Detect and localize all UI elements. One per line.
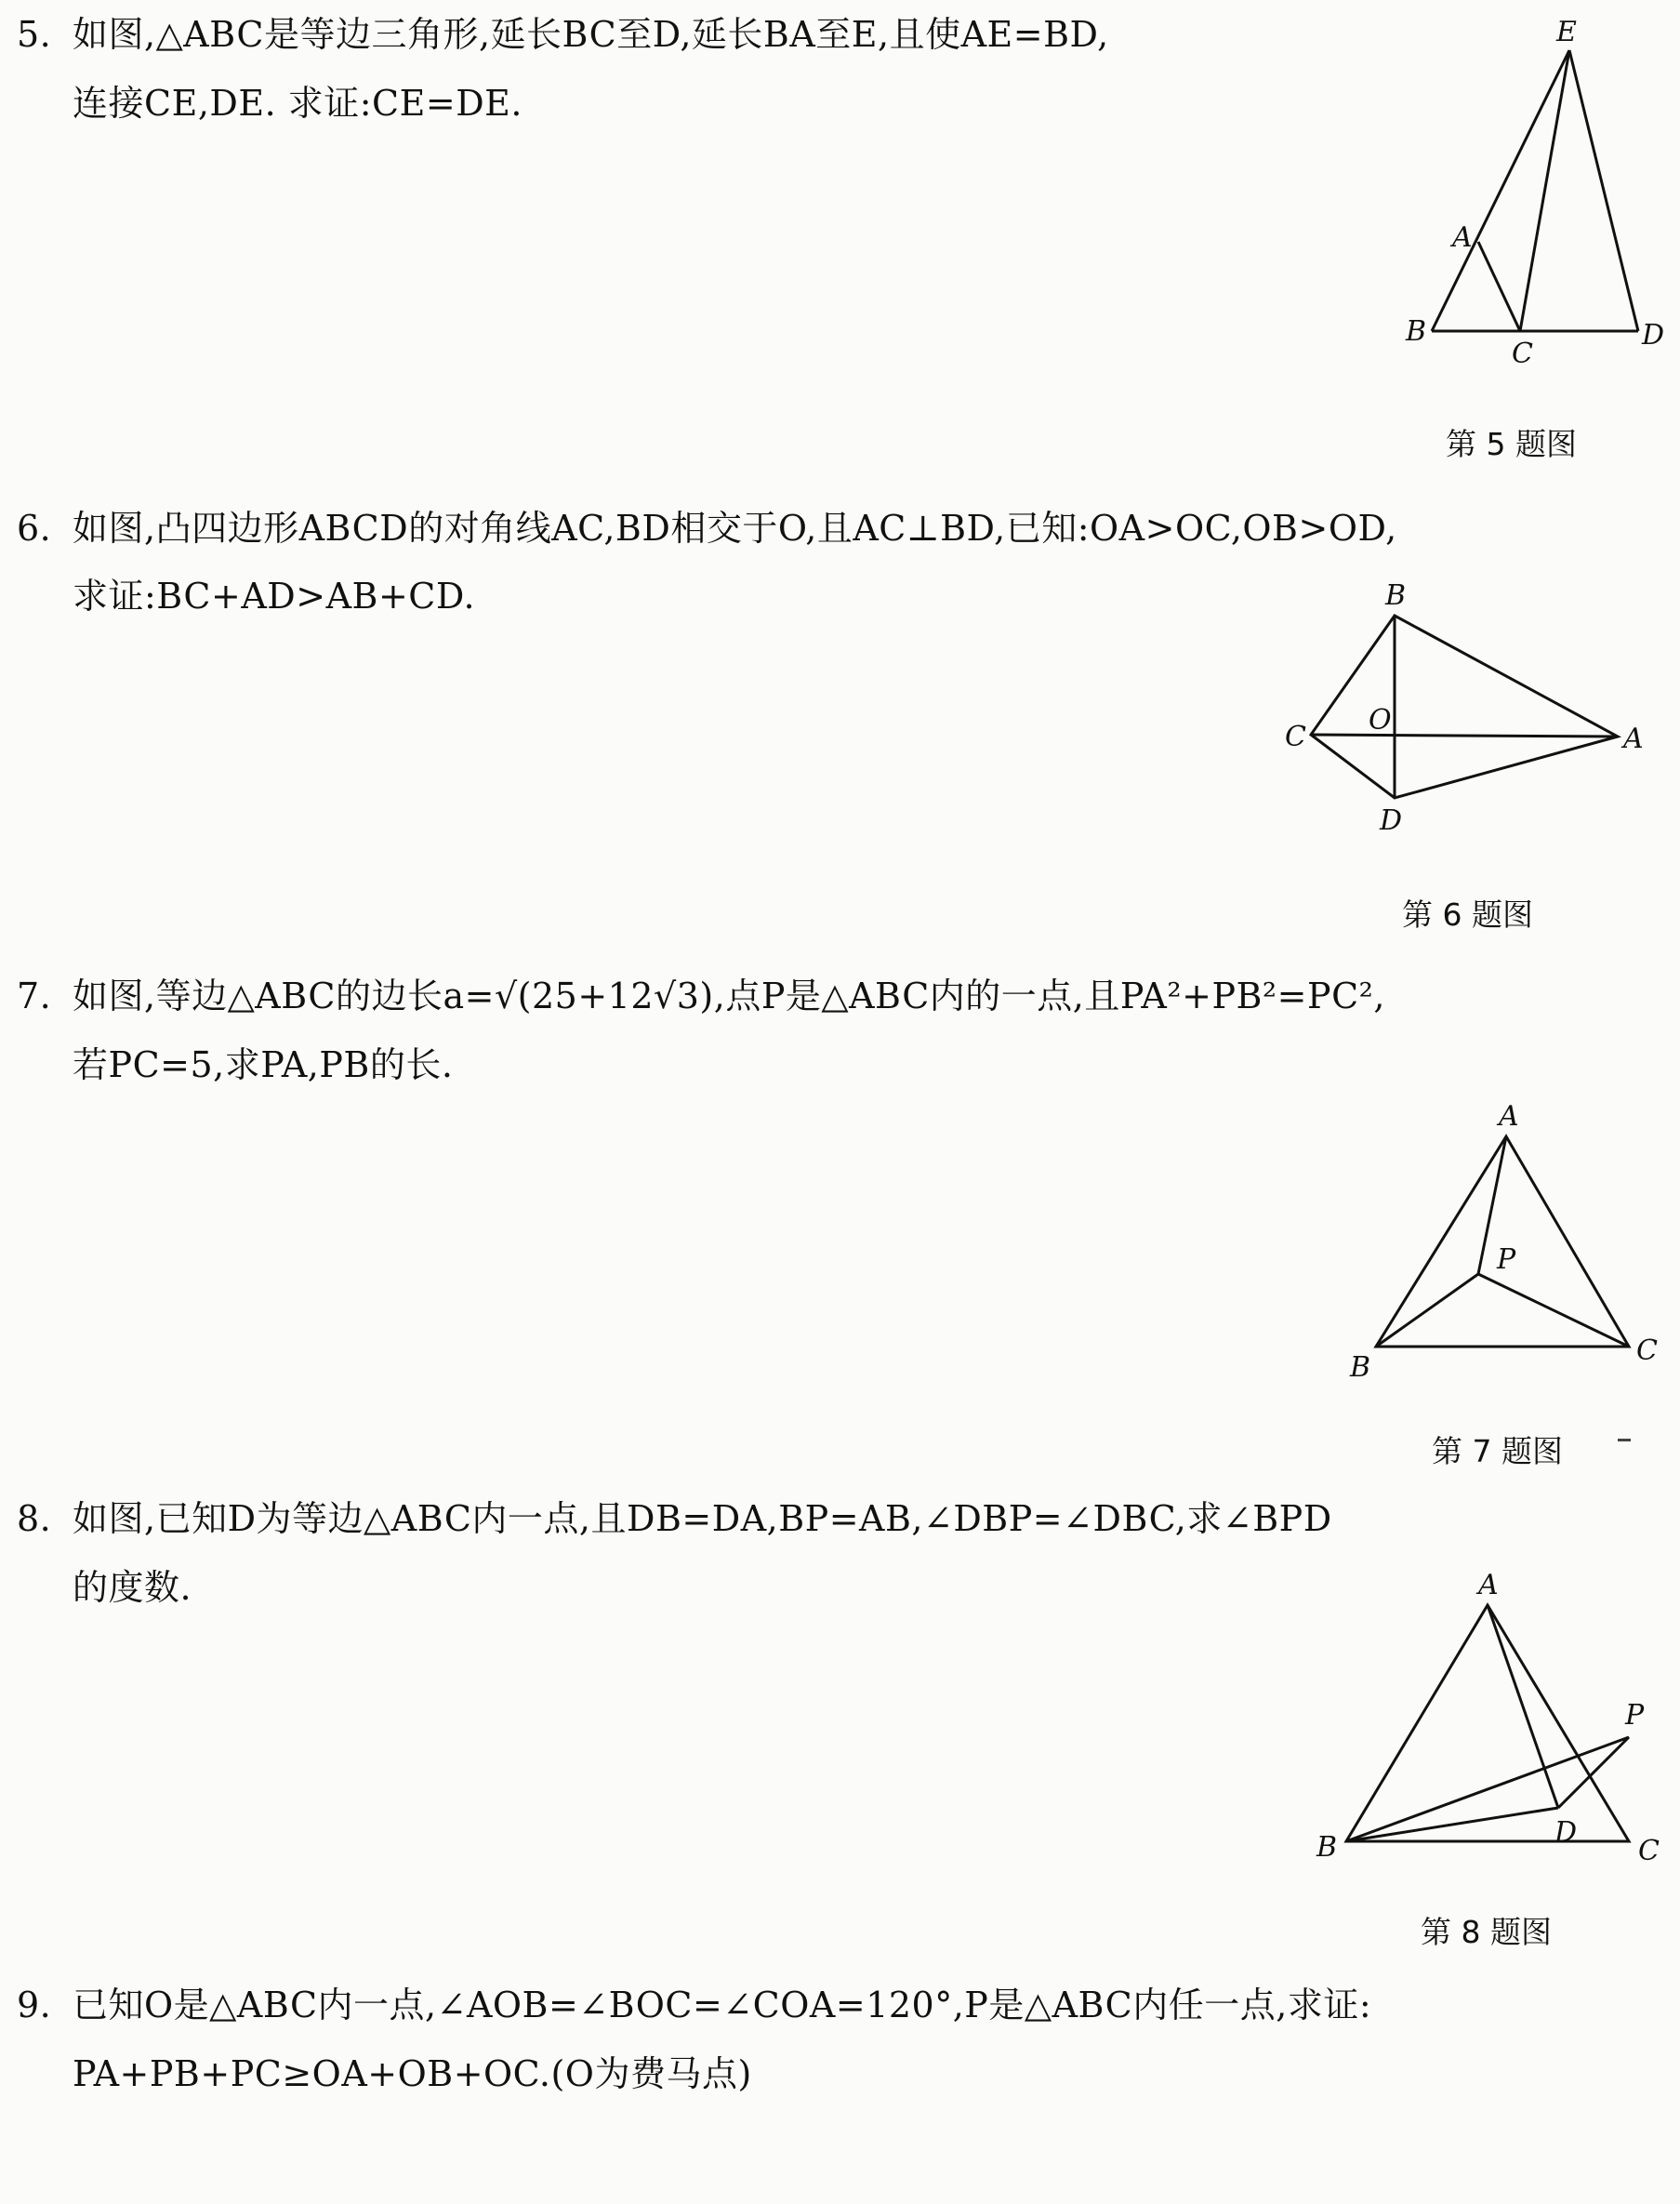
- problem-text-line: 如图,凸四边形ABCD的对角线AC,BD相交于O,且AC⊥BD,已知:OA>OC,OB>OD,: [73, 508, 1397, 549]
- problem-text-line: 的度数.: [73, 1567, 192, 1608]
- point-label-B: B: [1350, 1351, 1371, 1384]
- point-label-O: O: [1369, 704, 1392, 737]
- figure-6: [1274, 577, 1664, 846]
- figure-caption: 第 5 题图: [1446, 426, 1577, 462]
- point-label-B: B: [1385, 579, 1407, 612]
- problem-number: 8.: [17, 1498, 52, 1539]
- segment-AC: [1478, 242, 1520, 331]
- problem-text-line: 如图,已知D为等边△ABC内一点,且DB=DA,BP=AB,∠DBP=∠DBC,求∠BPD: [73, 1498, 1332, 1539]
- figure-5: [1385, 16, 1665, 370]
- problem-text-line: PA+PB+PC≥OA+OB+OC.(O为费马点): [73, 2053, 752, 2094]
- triangle-ABC: [1376, 1136, 1629, 1347]
- problem-text-line: 连接CE,DE. 求证:CE=DE.: [73, 83, 523, 124]
- problem-text-line: 如图,△ABC是等边三角形,延长BC至D,延长BA至E,且使AE=BD,: [73, 14, 1109, 55]
- point-label-E: E: [1556, 16, 1577, 48]
- problem-number: 7.: [17, 976, 52, 1016]
- point-label-D: D: [1642, 319, 1665, 352]
- figure-7: [1329, 1097, 1658, 1386]
- segment-PB: [1376, 1274, 1478, 1347]
- segment-BD: [1346, 1808, 1558, 1841]
- point-label-D: D: [1380, 804, 1403, 837]
- figure-caption: 第 6 题图: [1402, 896, 1533, 933]
- segment-BP: [1346, 1737, 1629, 1841]
- stray-mark: [1618, 1439, 1631, 1441]
- point-label-P: P: [1625, 1699, 1645, 1732]
- segment-PD: [1558, 1737, 1629, 1808]
- problem-text-line: 如图,等边△ABC的边长a=√(25+12√3),点P是△ABC内的一点,且PA²+PB²=PC²,: [73, 976, 1385, 1016]
- problem-number: 5.: [17, 14, 52, 55]
- point-label-A: A: [1478, 1569, 1499, 1601]
- diagonal-AC: [1311, 735, 1618, 737]
- point-label-B: B: [1316, 1831, 1338, 1864]
- segment-EC: [1520, 50, 1569, 331]
- point-label-A: A: [1499, 1100, 1519, 1133]
- problem-text-line: 求证:BC+AD>AB+CD.: [73, 576, 476, 617]
- figure-caption: 第 8 题图: [1421, 1914, 1552, 1950]
- triangle-ABC: [1346, 1605, 1629, 1841]
- point-label-C: C: [1512, 338, 1533, 370]
- segment-ED: [1569, 50, 1638, 331]
- point-label-D: D: [1554, 1816, 1578, 1849]
- problem-text-line: 已知O是△ABC内一点,∠AOB=∠BOC=∠COA=120°,P是△ABC内任一点,求证:: [73, 1985, 1372, 2025]
- point-label-A: A: [1623, 723, 1644, 755]
- figure-caption: 第 7 题图: [1432, 1433, 1563, 1469]
- problem-text-line: 若PC=5,求PA,PB的长.: [73, 1044, 454, 1085]
- point-label-B: B: [1406, 315, 1427, 348]
- quadrilateral-ABCD: [1311, 616, 1618, 798]
- point-label-C: C: [1638, 1835, 1660, 1867]
- point-label-C: C: [1285, 721, 1306, 753]
- point-label-A: A: [1452, 221, 1473, 254]
- figure-8: [1302, 1569, 1673, 1879]
- point-label-C: C: [1636, 1334, 1658, 1367]
- problem-number: 6.: [17, 508, 52, 549]
- problem-number: 9.: [17, 1985, 52, 2025]
- point-label-P: P: [1497, 1243, 1516, 1276]
